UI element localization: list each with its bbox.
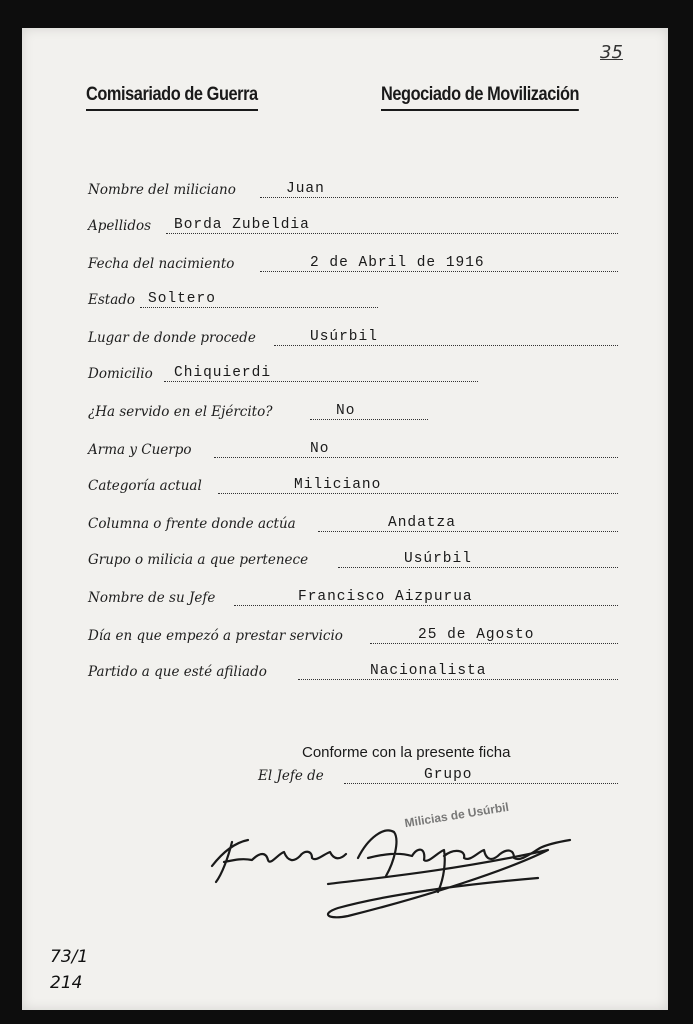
stamp-text: Milicias de Usúrbil xyxy=(403,799,510,831)
field-value: No xyxy=(310,441,330,457)
field-label: Apellidos xyxy=(88,218,152,234)
archive-ref-line2: 214 xyxy=(50,973,83,993)
field-apellidos xyxy=(88,214,618,236)
dotted-line xyxy=(370,643,618,644)
field-value: Andatza xyxy=(388,515,456,531)
field-value: 25 de Agosto xyxy=(418,627,535,643)
field-label: ¿Ha servido en el Ejército? xyxy=(88,404,273,420)
field-label: El Jefe de xyxy=(258,768,324,784)
dotted-line xyxy=(214,457,618,458)
dotted-line xyxy=(218,493,618,494)
field-label: Lugar de donde procede xyxy=(88,330,256,346)
dotted-line xyxy=(140,307,378,308)
dotted-line xyxy=(338,567,618,568)
field-label: Arma y Cuerpo xyxy=(88,442,192,458)
field-label: Estado xyxy=(88,292,136,308)
field-value: Grupo xyxy=(424,767,473,783)
field-value: 2 de Abril de 1916 xyxy=(310,255,485,271)
field-nombre-jefe xyxy=(88,586,618,608)
field-label: Nombre de su Jefe xyxy=(88,590,216,606)
field-columna-frente xyxy=(88,512,618,534)
dotted-line xyxy=(274,345,618,346)
field-value: No xyxy=(336,403,356,419)
field-categoria xyxy=(88,474,618,496)
field-servido-ejercito xyxy=(88,400,428,422)
field-grupo-milicia xyxy=(88,548,618,570)
document-sheet xyxy=(22,28,668,1010)
field-fecha-nacimiento xyxy=(88,252,618,274)
header-negociado: Negociado de Movilización xyxy=(381,84,579,111)
dotted-line xyxy=(310,419,428,420)
field-value: Nacionalista xyxy=(370,663,487,679)
field-value: Borda Zubeldia xyxy=(174,217,310,233)
header-comisariado: Comisariado de Guerra xyxy=(86,84,258,111)
dotted-line xyxy=(260,271,618,272)
dotted-line xyxy=(298,679,618,680)
field-label: Fecha del nacimiento xyxy=(88,256,235,272)
field-value: Usúrbil xyxy=(404,551,472,567)
field-label: Categoría actual xyxy=(88,478,202,494)
dotted-line xyxy=(344,783,618,784)
field-nombre xyxy=(88,178,618,200)
dotted-line xyxy=(166,233,618,234)
field-partido xyxy=(88,660,618,682)
field-domicilio xyxy=(88,362,478,384)
field-lugar-procede xyxy=(88,326,618,348)
page-number: 35 xyxy=(600,42,623,63)
dotted-line xyxy=(260,197,618,198)
field-value: Juan xyxy=(286,181,325,197)
dotted-line xyxy=(164,381,478,382)
field-label: Grupo o milicia a que pertenece xyxy=(88,552,309,568)
field-value: Soltero xyxy=(148,291,216,307)
field-label: Nombre del miliciano xyxy=(88,182,236,198)
conforme-text: Conforme con la presente ficha xyxy=(302,744,511,761)
dotted-line xyxy=(234,605,618,606)
field-label: Columna o frente donde actúa xyxy=(88,516,296,532)
signature-icon xyxy=(208,818,588,928)
field-label: Día en que empezó a prestar servicio xyxy=(88,628,343,644)
field-jefe-de xyxy=(258,764,618,786)
field-value: Miliciano xyxy=(294,477,382,493)
field-label: Domicilio xyxy=(88,366,153,382)
field-arma-cuerpo xyxy=(88,438,618,460)
field-value: Usúrbil xyxy=(310,329,378,345)
field-dia-servicio xyxy=(88,624,618,646)
field-value: Chiquierdi xyxy=(174,365,272,381)
dotted-line xyxy=(318,531,618,532)
field-label: Partido a que esté afiliado xyxy=(88,664,267,680)
field-value: Francisco Aizpurua xyxy=(298,589,473,605)
archive-reference xyxy=(50,944,88,996)
field-estado xyxy=(88,288,378,310)
archive-ref-line1: 73/1 xyxy=(50,947,89,967)
